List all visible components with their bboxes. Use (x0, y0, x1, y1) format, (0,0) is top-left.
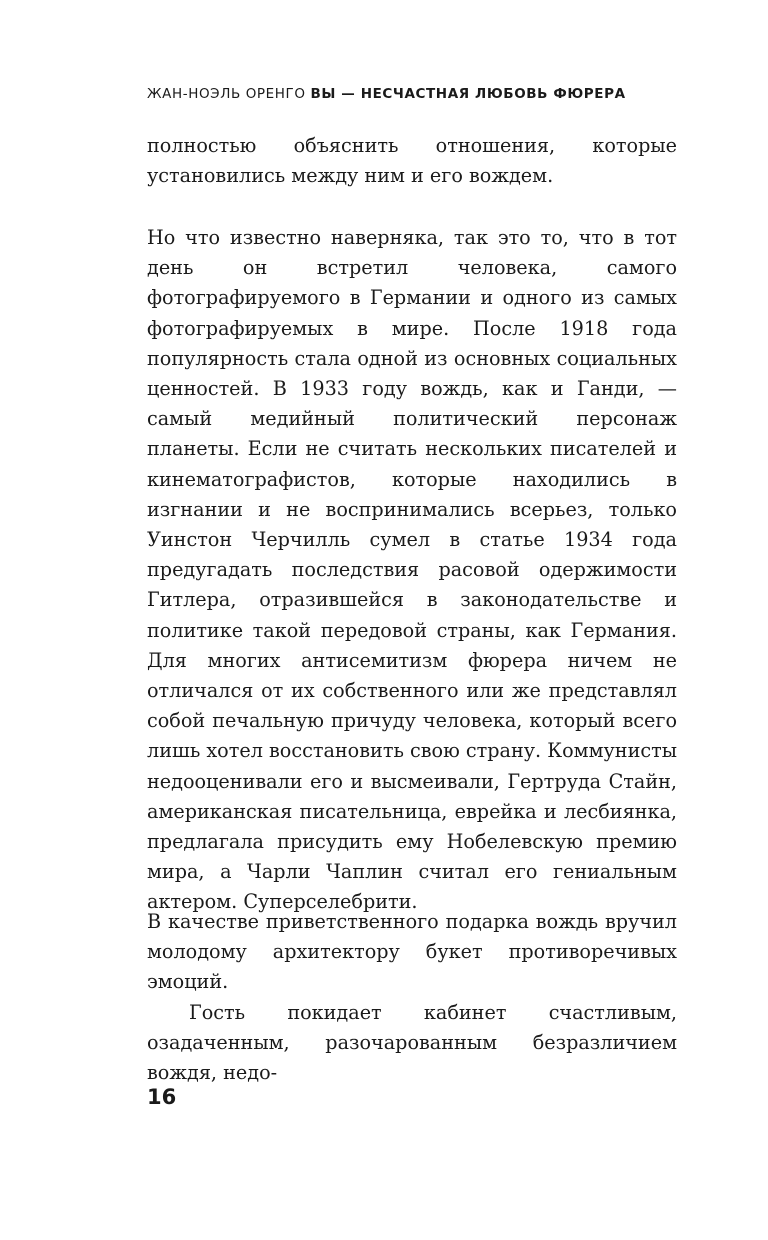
paragraph-guest: Гость покидает кабинет счастливым, озадаченным, разочарованным безразличием вождя, недо- (147, 1000, 677, 1085)
header-title: ВЫ — НЕСЧАСТНАЯ ЛЮБОВЬ ФЮРЕРА (310, 86, 626, 102)
page-number: 16 (147, 1085, 177, 1109)
paragraph-gift: В качестве приветственного подарка вождь вручил молодому архитектору букет противоречивых эмоций. (147, 910, 677, 994)
text-block-main (147, 223, 677, 918)
text-block-continuation (147, 131, 677, 191)
paragraph-main: Но что известно наверняка, так это то, что в тот день он встретил человека, самого фотографируемого в Германии и одного из самых фотографируемых в мире. После 1918 года популярность стала одной из основных социальных ценностей. В 1933 году вождь, как и Ганди, — самый медийный политический персонаж планеты. Если не считать нескольких писателей и кинематографистов, которые находились в изгнании и не воспринимались всерьез, только Уинстон Черчилль сумел в статье 1934 года предугадать последствия расовой одержимости Гитлера, отразившейся в законодательстве и политике такой передовой страны, как Германия. Для многих антисемитизм фюрера ничем не отличался от их собственного или же представлял собой печальную причуду человека, который всего лишь хотел восстановить свою страну. Коммунисты недооценивали его и высмеивали, Гертруда Стайн, американская писательница, еврейка и лесбиянка, предлагала присудить ему Нобелевскую премию мира, а Чарли Чаплин считал его гениальным актером. Суперселебрити. (147, 226, 677, 914)
paragraph-continuation: полностью объяснить отношения, которые установились между ним и его вождем. (147, 134, 677, 188)
header-author: ЖАН-НОЭЛЬ ОРЕНГО (147, 86, 306, 102)
running-header (147, 86, 707, 102)
text-block-closing (147, 907, 677, 1088)
